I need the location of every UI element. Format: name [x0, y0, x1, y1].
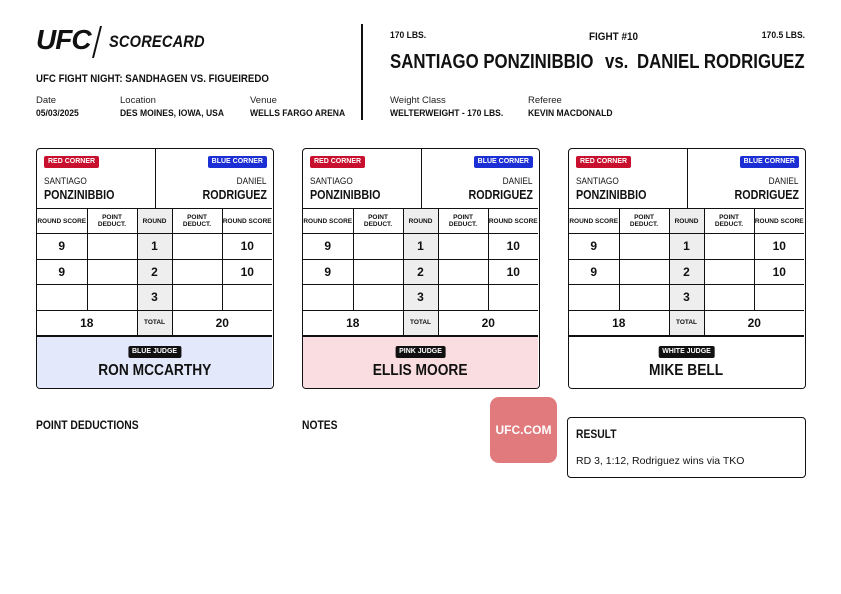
- location-label: Location: [120, 95, 156, 106]
- red-fighter-last-name: PONZINIBBIO: [310, 188, 381, 202]
- judge-color-badge: PINK JUDGE: [395, 346, 446, 358]
- judge-scorecard-3: [568, 148, 806, 389]
- blue-point-deduct: [704, 234, 754, 260]
- red-fighter-last-name: PONZINIBBIO: [44, 188, 115, 202]
- blue-round-score: 10: [222, 259, 272, 285]
- result-title: RESULT: [576, 427, 617, 441]
- red-round-score-header: ROUND SCORE: [303, 209, 353, 234]
- blue-round-score: 10: [754, 259, 804, 285]
- red-round-score: 9: [37, 259, 87, 285]
- blue-point-deduct: [172, 234, 222, 260]
- round-row: [37, 234, 272, 260]
- judge-name: [569, 362, 804, 380]
- round-number: 2: [137, 259, 172, 285]
- blue-point-deduct: [704, 285, 754, 311]
- red-point-deduct: [87, 234, 137, 260]
- referee-value: KEVIN MACDONALD: [528, 108, 613, 119]
- red-point-deduct: [353, 234, 403, 260]
- round-header: ROUND: [669, 209, 704, 234]
- round-header: ROUND: [403, 209, 438, 234]
- red-corner-badge: RED CORNER: [310, 156, 365, 168]
- red-corner-panel: [37, 149, 156, 208]
- red-corner-badge: RED CORNER: [576, 156, 631, 168]
- red-total-score: 18: [303, 310, 403, 335]
- blue-point-deduct: [172, 285, 222, 311]
- red-round-score-header: ROUND SCORE: [569, 209, 619, 234]
- judge-name: [303, 362, 538, 380]
- blue-total-score: 20: [704, 310, 804, 335]
- red-point-deduct-header: POINT DEDUCT.: [353, 209, 403, 234]
- red-fighter-first-name: SANTIAGO: [576, 176, 619, 186]
- event-title: UFC FIGHT NIGHT: SANDHAGEN VS. FIGUEIREDO: [36, 73, 269, 85]
- round-number: 1: [137, 234, 172, 260]
- blue-corner-badge: BLUE CORNER: [208, 156, 267, 168]
- round-row: [37, 285, 272, 311]
- round-number: 3: [137, 285, 172, 311]
- blue-point-deduct: [438, 259, 488, 285]
- logo-divider: [92, 26, 102, 58]
- red-point-deduct: [353, 259, 403, 285]
- red-point-deduct: [353, 285, 403, 311]
- judge-color-badge: BLUE JUDGE: [128, 346, 181, 358]
- blue-corner-panel: [156, 149, 274, 208]
- blue-round-score: [488, 285, 538, 311]
- red-round-score: [37, 285, 87, 311]
- header-divider: [361, 24, 363, 120]
- red-round-score: 9: [303, 259, 353, 285]
- red-corner-panel: [569, 149, 688, 208]
- result-text: RD 3, 1:12, Rodriguez wins via TKO: [576, 455, 745, 467]
- blue-round-score: 10: [488, 259, 538, 285]
- blue-point-deduct-header: POINT DEDUCT.: [438, 209, 488, 234]
- blue-corner-badge: BLUE CORNER: [474, 156, 533, 168]
- blue-fighter-weight: 170.5 LBS.: [761, 30, 805, 41]
- red-point-deduct: [619, 285, 669, 311]
- round-row: [303, 234, 538, 260]
- judge-name: [37, 362, 272, 380]
- round-number: 2: [403, 259, 438, 285]
- judge-scorecard-1: [36, 148, 274, 389]
- judge-panel: [569, 336, 804, 388]
- round-row: [37, 259, 272, 285]
- total-label: TOTAL: [403, 310, 438, 335]
- round-number: 3: [403, 285, 438, 311]
- judge-panel: [303, 336, 538, 388]
- round-row: [569, 285, 804, 311]
- blue-fighter-first-name: DANIEL: [237, 176, 267, 186]
- red-round-score: 9: [37, 234, 87, 260]
- score-table: [569, 208, 804, 336]
- blue-total-score: 20: [438, 310, 538, 335]
- score-table-header: [37, 209, 272, 234]
- judge-name-text: RON MCCARTHY: [97, 362, 212, 379]
- venue-label: Venue: [250, 95, 277, 106]
- judge-name-text: MIKE BELL: [649, 362, 724, 379]
- blue-point-deduct: [704, 259, 754, 285]
- blue-fighter-first-name: DANIEL: [769, 176, 799, 186]
- round-number: 2: [669, 259, 704, 285]
- round-row: [569, 259, 804, 285]
- blue-corner-panel: [688, 149, 806, 208]
- red-total-score: 18: [37, 310, 137, 335]
- doc-type-title: SCORECARD: [109, 32, 205, 51]
- blue-round-score: 10: [754, 234, 804, 260]
- result-panel: [567, 417, 806, 478]
- blue-fighter-name: DANIEL RODRIGUEZ: [637, 51, 805, 73]
- judge-scorecard-2: [302, 148, 540, 389]
- blue-point-deduct-header: POINT DEDUCT.: [172, 209, 222, 234]
- total-row: [37, 310, 272, 335]
- point-deductions-title: POINT DEDUCTIONS: [36, 418, 139, 432]
- red-corner-panel: [303, 149, 422, 208]
- blue-point-deduct: [438, 234, 488, 260]
- round-row: [303, 259, 538, 285]
- score-table-header: [569, 209, 804, 234]
- round-number: 1: [403, 234, 438, 260]
- round-row: [569, 234, 804, 260]
- ufc-logo: UFC: [36, 24, 91, 55]
- ufc-com-badge[interactable]: UFC.COM: [490, 397, 557, 463]
- red-point-deduct: [87, 285, 137, 311]
- date-label: Date: [36, 95, 57, 106]
- red-fighter-first-name: SANTIAGO: [44, 176, 87, 186]
- red-fighter-weight: 170 LBS.: [390, 30, 427, 41]
- red-round-score: 9: [569, 259, 619, 285]
- total-row: [303, 310, 538, 335]
- judge-panel: [37, 336, 272, 388]
- blue-fighter-first-name: DANIEL: [503, 176, 533, 186]
- blue-corner-panel: [422, 149, 540, 208]
- blue-round-score: [222, 285, 272, 311]
- red-round-score: 9: [569, 234, 619, 260]
- weight-class-label: Weight Class: [390, 95, 446, 106]
- red-point-deduct: [87, 259, 137, 285]
- blue-fighter-last-name: RODRIGUEZ: [734, 188, 799, 202]
- weight-class-value: WELTERWEIGHT - 170 LBS.: [390, 108, 504, 119]
- score-table: [37, 208, 272, 336]
- round-number: 3: [669, 285, 704, 311]
- blue-round-score: 10: [488, 234, 538, 260]
- red-corner-badge: RED CORNER: [44, 156, 99, 168]
- blue-fighter-last-name: RODRIGUEZ: [202, 188, 267, 202]
- judge-name-text: ELLIS MOORE: [373, 362, 468, 379]
- fight-number: FIGHT #10: [589, 31, 638, 43]
- versus-label: vs.: [605, 51, 629, 73]
- red-point-deduct: [619, 259, 669, 285]
- red-point-deduct: [619, 234, 669, 260]
- total-row: [569, 310, 804, 335]
- judge-color-badge: WHITE JUDGE: [658, 346, 715, 358]
- red-fighter-first-name: SANTIAGO: [310, 176, 353, 186]
- red-fighter-last-name: PONZINIBBIO: [576, 188, 647, 202]
- referee-label: Referee: [528, 95, 562, 106]
- blue-round-score-header: ROUND SCORE: [488, 209, 538, 234]
- blue-round-score-header: ROUND SCORE: [222, 209, 272, 234]
- blue-point-deduct-header: POINT DEDUCT.: [704, 209, 754, 234]
- round-header: ROUND: [137, 209, 172, 234]
- notes-title: NOTES: [302, 418, 338, 432]
- red-round-score: 9: [303, 234, 353, 260]
- location-value: DES MOINES, IOWA, USA: [120, 108, 225, 119]
- round-row: [303, 285, 538, 311]
- blue-round-score: [754, 285, 804, 311]
- total-label: TOTAL: [137, 310, 172, 335]
- red-fighter-name: SANTIAGO PONZINIBBIO: [390, 51, 594, 73]
- red-round-score-header: ROUND SCORE: [37, 209, 87, 234]
- blue-fighter-last-name: RODRIGUEZ: [468, 188, 533, 202]
- red-round-score: [569, 285, 619, 311]
- score-table-header: [303, 209, 538, 234]
- date-value: 05/03/2025: [36, 108, 79, 119]
- blue-point-deduct: [172, 259, 222, 285]
- blue-point-deduct: [438, 285, 488, 311]
- blue-round-score: 10: [222, 234, 272, 260]
- blue-total-score: 20: [172, 310, 272, 335]
- score-table: [303, 208, 538, 336]
- red-point-deduct-header: POINT DEDUCT.: [619, 209, 669, 234]
- blue-corner-badge: BLUE CORNER: [740, 156, 799, 168]
- red-round-score: [303, 285, 353, 311]
- round-number: 1: [669, 234, 704, 260]
- total-label: TOTAL: [669, 310, 704, 335]
- red-point-deduct-header: POINT DEDUCT.: [87, 209, 137, 234]
- venue-value: WELLS FARGO ARENA: [250, 108, 346, 119]
- blue-round-score-header: ROUND SCORE: [754, 209, 804, 234]
- red-total-score: 18: [569, 310, 669, 335]
